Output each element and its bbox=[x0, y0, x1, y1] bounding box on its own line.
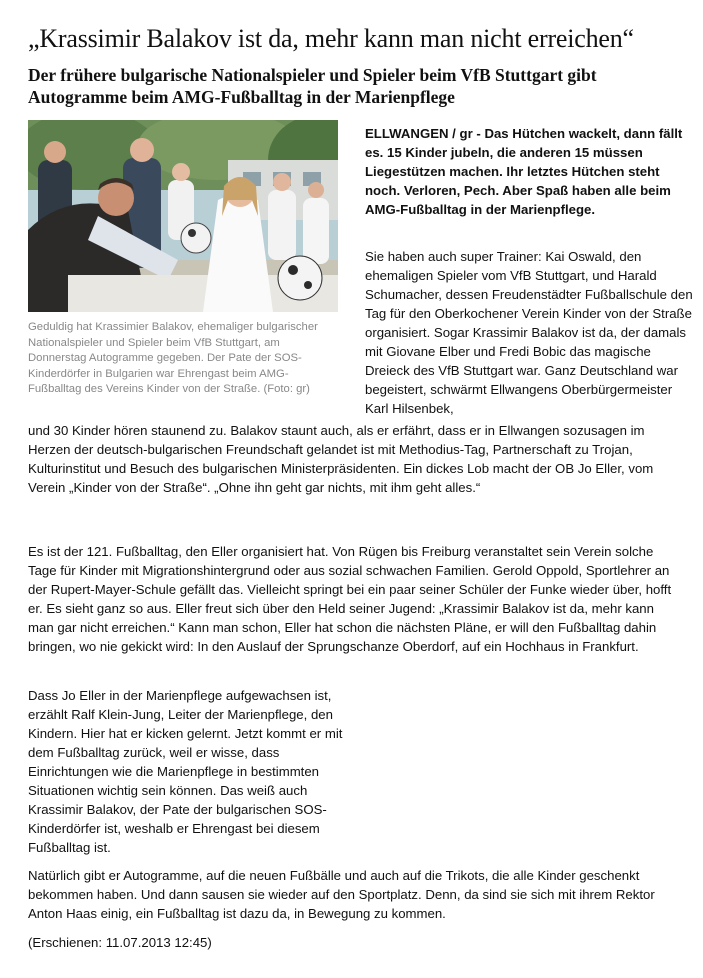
lead-text: Das Hütchen wackelt, dann fällt es. 15 Kinder jubeln, die anderen 15 müssen Liegestützen machen. Ihr letztes Hütchen steht noch. Verloren, Pech. Aber Spaß haben alle beim AMG-Fußballtag in der Marienpflege. bbox=[365, 126, 683, 217]
photo-caption: Geduldig hat Krassimier Balakov, ehemaliger bulgarischer Nationalspieler und Spieler beim VfB Stuttgart, am Donnerstag Autogramme gegeben. Der Pate der SOS-Kinderdörfer in Bulgarien war Ehrengast beim AMG-Fußballtag des Vereins Kinder von der Straße. (Foto: gr) bbox=[28, 321, 318, 395]
article-photo bbox=[28, 120, 338, 312]
article-dateline: ELLWANGEN / gr - bbox=[365, 126, 481, 141]
article-subheadline: Der frühere bulgarische Nationalspieler und Spieler beim VfB Stuttgart gibt Autogramme beim AMG-Fußballtag in der Marienpflege bbox=[28, 65, 597, 107]
article-headline: „Krassimir Balakov ist da, mehr kann man nicht erreichen“ bbox=[28, 24, 634, 53]
article-lead bbox=[365, 124, 693, 219]
published-date: (Erschienen: 11.07.2013 12:45) bbox=[28, 935, 212, 950]
paragraph-4: Dass Jo Eller in der Marienpflege aufgewachsen ist, erzählt Ralf Klein-Jung, Leiter der Marienpflege, den Kindern. Hier hat er kicken gelernt. Jetzt kommt er mit dem Fußballtag zurück, weil er wisse, dass Einrichtungen wie die Marienpflege in bestimmten Situationen wichtig sein können. Das weiß auch Krassimir Balakov, der Pate der bulgarischen SOS-Kinderdörfer ist, weshalb er Ehrengast bei diesem Fußballtag ist. bbox=[28, 688, 343, 855]
paragraph-1-right: Sie haben auch super Trainer: Kai Oswald, den ehemaligen Spieler vom VfB Stuttgart, und Harald Schumacher, dessen Freudenstädter Fußballschule den Tag für den Oberkochener Verein Kinder von der Straße organisiert. Sogar Krassimir Balakov ist da, der damals mit Giovane Elber und Fredi Bobic das magische Dreieck des VfB Stuttgart war. Ganz Deutschland war begeistert, schwärmt Ellwangens Oberbürgermeister Karl Hilsenbek, bbox=[365, 249, 693, 416]
paragraph-5: Natürlich gibt er Autogramme, auf die neuen Fußbälle und auch auf die Trikots, die alle Kinder geschenkt bekommen haben. Und dann sausen sie wieder auf den Sportplatz. Denn, da sind sie sich mit ihrem Rektor Anton Haas einig, ein Fußballtag ist dazu da, in Bewegung zu kommen. bbox=[28, 868, 655, 921]
paragraph-2: und 30 Kinder hören staunend zu. Balakov staunt auch, als er erfährt, dass er in Ellwangen sozusagen im Herzen der deutsch-bulgarischen Freundschaft gelandet ist mit Methodius-Tag, Partnerschaft zu Trojan, Kulturinstitut und Besuch des bulgarischen Ministerpräsidenten. Ein dickes Lob macht der OB Jo Eller, vom Verein „Kinder von der Straße“. „Ohne ihn geht gar nichts, mit ihm geht alles.“ bbox=[28, 423, 654, 495]
paragraph-3: Es ist der 121. Fußballtag, den Eller organisiert hat. Von Rügen bis Freiburg veranstaltet sein Verein solche Tage für Kinder mit Migrationshintergrund oder aus sozial schwachen Familien. Gerold Oppold, Sportlehrer an der Rupert-Mayer-Schule gefällt das. Vielleicht springt bei ein paar seiner Schüler der Funke wieder über, hofft er. Es sieht ganz so aus. Eller freut sich über den Held seiner Jugend: „Krassimir Balakov ist da, mehr kann man gar nicht erreichen.“ Kann man schon, Eller hat schon die nächsten Pläne, er will den Fußballtag dahin bringen, wo nie gekickt wird: In den Auslauf der Sprungschanze Oberdorf, auf ein Hochhaus in Frankfurt. bbox=[28, 544, 672, 654]
